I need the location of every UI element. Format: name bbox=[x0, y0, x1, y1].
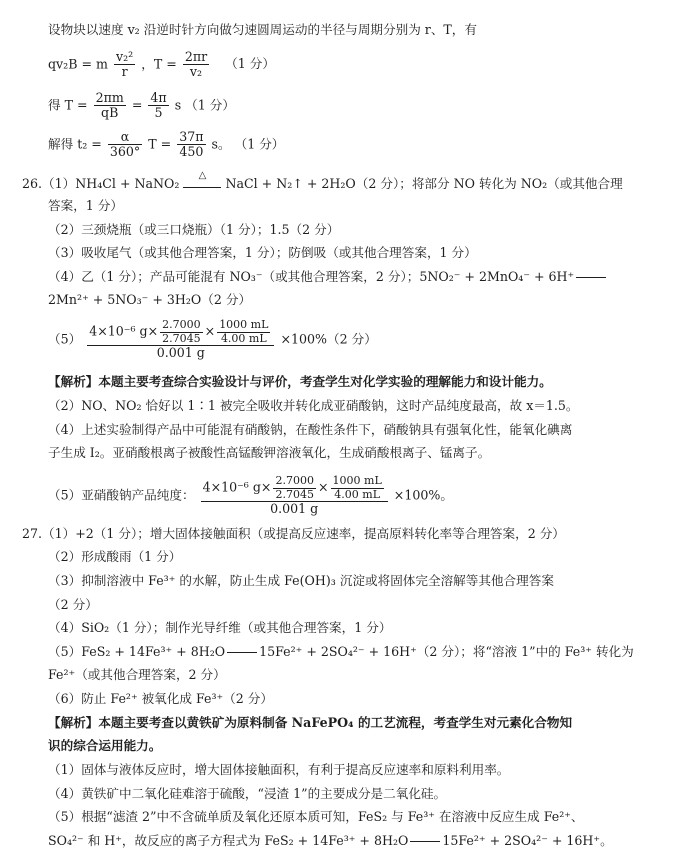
fraction: $\frac{4\pi}{5}$ bbox=[150, 90, 167, 121]
fraction: $\frac{\alpha}{360^\circ}$ bbox=[109, 129, 141, 160]
q26-line5: （4）乙（1 分）；产品可能混有 NO₃⁻（或其他合理答案，2 分）；5NO₂⁻ + 2MnO₄⁻ + 6H⁺ bbox=[48, 270, 608, 284]
equals-line bbox=[576, 277, 606, 278]
q27-line5: （4）SiO₂（1 分）；制作光导纤维（或其他合理答案，1 分） bbox=[48, 620, 392, 635]
equals-line bbox=[227, 652, 257, 653]
purity-fraction: 4×10⁻⁶ g× $\frac{2.7000}{2.7045}$ × $\frac{1000 mL}{4.00 mL}$ 0.001 g bbox=[87, 319, 274, 361]
fraction: $\frac{\text{v₂²}}{r}$ bbox=[116, 49, 134, 80]
q27-line6: （5）FeS₂ + 14Fe³⁺ + 8H₂O 15Fe²⁺ + 2SO₄²⁻ + 16H⁺（2 分）；将“溶液 1”中的 Fe³⁺ 转化为 bbox=[48, 644, 634, 659]
q26-analysis4b: 子生成 I₂。亚硝酸根离子被酸性高锰酸钾溶液氧化，生成硝酸根离子、锰离子。 bbox=[48, 445, 491, 460]
fraction: $\frac{2\pi m}{qB}$ bbox=[95, 90, 124, 121]
q27-analysis1: （1）固体与液体反应时，增大固体接触面积，有利于提高反应速率和原料利用率。 bbox=[48, 762, 510, 777]
q27-analysis4: （4）黄铁矿中二氧化硅难溶于硫酸，“浸渣 1”的主要成分是二氧化硅。 bbox=[48, 786, 447, 801]
q26-line4: （3）吸收尾气（或其他合理答案，1 分）；防倒吸（或其他合理答案，1 分） bbox=[48, 245, 477, 260]
p25-eq3: 解得 t₂ = $\frac{\alpha}{360^\circ}$ T = $\frac{37\pi}{450}$ s。 （1 分） bbox=[48, 129, 285, 160]
p25-eq2: 得 T = $\frac{2\pi m}{qB}$ = $\frac{4\pi}{5}$ s （1 分） bbox=[48, 90, 235, 121]
q26-line3: （2）三颈烧瓶（或三口烧瓶）（1 分）；1.5（2 分） bbox=[48, 222, 340, 237]
q26-analysis5: （5）亚硝酸钠产品纯度： 4×10⁻⁶ g× $\frac{2.7000}{2.7045}$ × $\frac{1000 mL}{4.00 mL}$ 0.001 g ×100%。 bbox=[48, 474, 453, 517]
p25-intro: 设物块以速度 v₂ 沿逆时针方向做匀速圆周运动的半径与周期分别为 r、T，有 bbox=[48, 22, 477, 37]
q27-line3: （3）抑制溶液中 Fe³⁺ 的水解，防止生成 Fe(OH)₃ 沉淀或将固体完全溶解等其他合理答案 bbox=[48, 573, 554, 588]
q27-line2: （2）形成酸雨（1 分） bbox=[48, 549, 182, 564]
q26-line2: 答案，1 分） bbox=[48, 198, 123, 213]
q26-line7: （5） 4×10⁻⁶ g× $\frac{2.7000}{2.7045}$ × $\frac{1000 mL}{4.00 mL}$ 0.001 g ×100%（2 分） bbox=[48, 318, 377, 361]
p25-eq1: qv₂B = m $\frac{\text{v₂²}}{r}$ ，T = $\frac{2\pi r}{\text{v₂}}$ （1 分） bbox=[48, 49, 275, 80]
q26-analysis4a: （4）上述实验制得产品中可能混有硝酸钠，在酸性条件下，硝酸钠具有强氧化性，能氧化碘离 bbox=[48, 422, 573, 437]
q26-line1: 26.（1）NH₄Cl + NaNO₂ △ NaCl + N₂↑ + 2H₂O（2 分）；将部分 NO 转化为 NO₂（或其他合理 bbox=[22, 170, 623, 191]
q27-line4: （2 分） bbox=[48, 597, 98, 612]
reaction-arrow: △ bbox=[183, 180, 221, 188]
q26-analysis2: （2）NO、NO₂ 恰好以 1∶1 被完全吸收并转化成亚硝酸钠，这时产品纯度最高，故 x＝1.5。 bbox=[48, 398, 579, 413]
fraction: $\frac{2\pi r}{\text{v₂}}$ bbox=[184, 49, 208, 80]
q26-line6: 2Mn²⁺ + 5NO₃⁻ + 3H₂O（2 分） bbox=[48, 292, 252, 307]
q27-analysis5a: （5）根据“滤渣 2”中不含硫单质及氧化还原本质可知，FeS₂ 与 Fe³⁺ 在溶液中反应生成 Fe²⁺、 bbox=[48, 809, 584, 824]
q27-line1: 27.（1）+2（1 分）；增大固体接触面积（或提高反应速率，提高原料转化率等合理答案，2 分） bbox=[22, 526, 565, 541]
purity-fraction: 4×10⁻⁶ g× $\frac{2.7000}{2.7045}$ × $\frac{1000 mL}{4.00 mL}$ 0.001 g bbox=[201, 475, 388, 517]
q26-analysis-title: 【解析】本题主要考查综合实验设计与评价，考查学生对化学实验的理解能力和设计能力。 bbox=[48, 374, 552, 389]
q27-line7: Fe²⁺（或其他合理答案，2 分） bbox=[48, 667, 226, 682]
q27-analysis-title-b: 识的综合运用能力。 bbox=[48, 738, 162, 753]
q27-analysis-title-a: 【解析】本题主要考查以黄铁矿为原料制备 NaFePO₄ 的工艺流程，考查学生对元素化合物知 bbox=[48, 715, 573, 730]
fraction: $\frac{37\pi}{450}$ bbox=[179, 129, 204, 160]
q27-line8: （6）防止 Fe²⁺ 被氧化成 Fe³⁺（2 分） bbox=[48, 691, 273, 706]
q27-analysis5b: SO₄²⁻ 和 H⁺，故反应的离子方程式为 FeS₂ + 14Fe³⁺ + 8H₂O 15Fe²⁺ + 2SO₄²⁻ + 16H⁺。 bbox=[48, 833, 613, 848]
equals-line bbox=[410, 841, 440, 842]
